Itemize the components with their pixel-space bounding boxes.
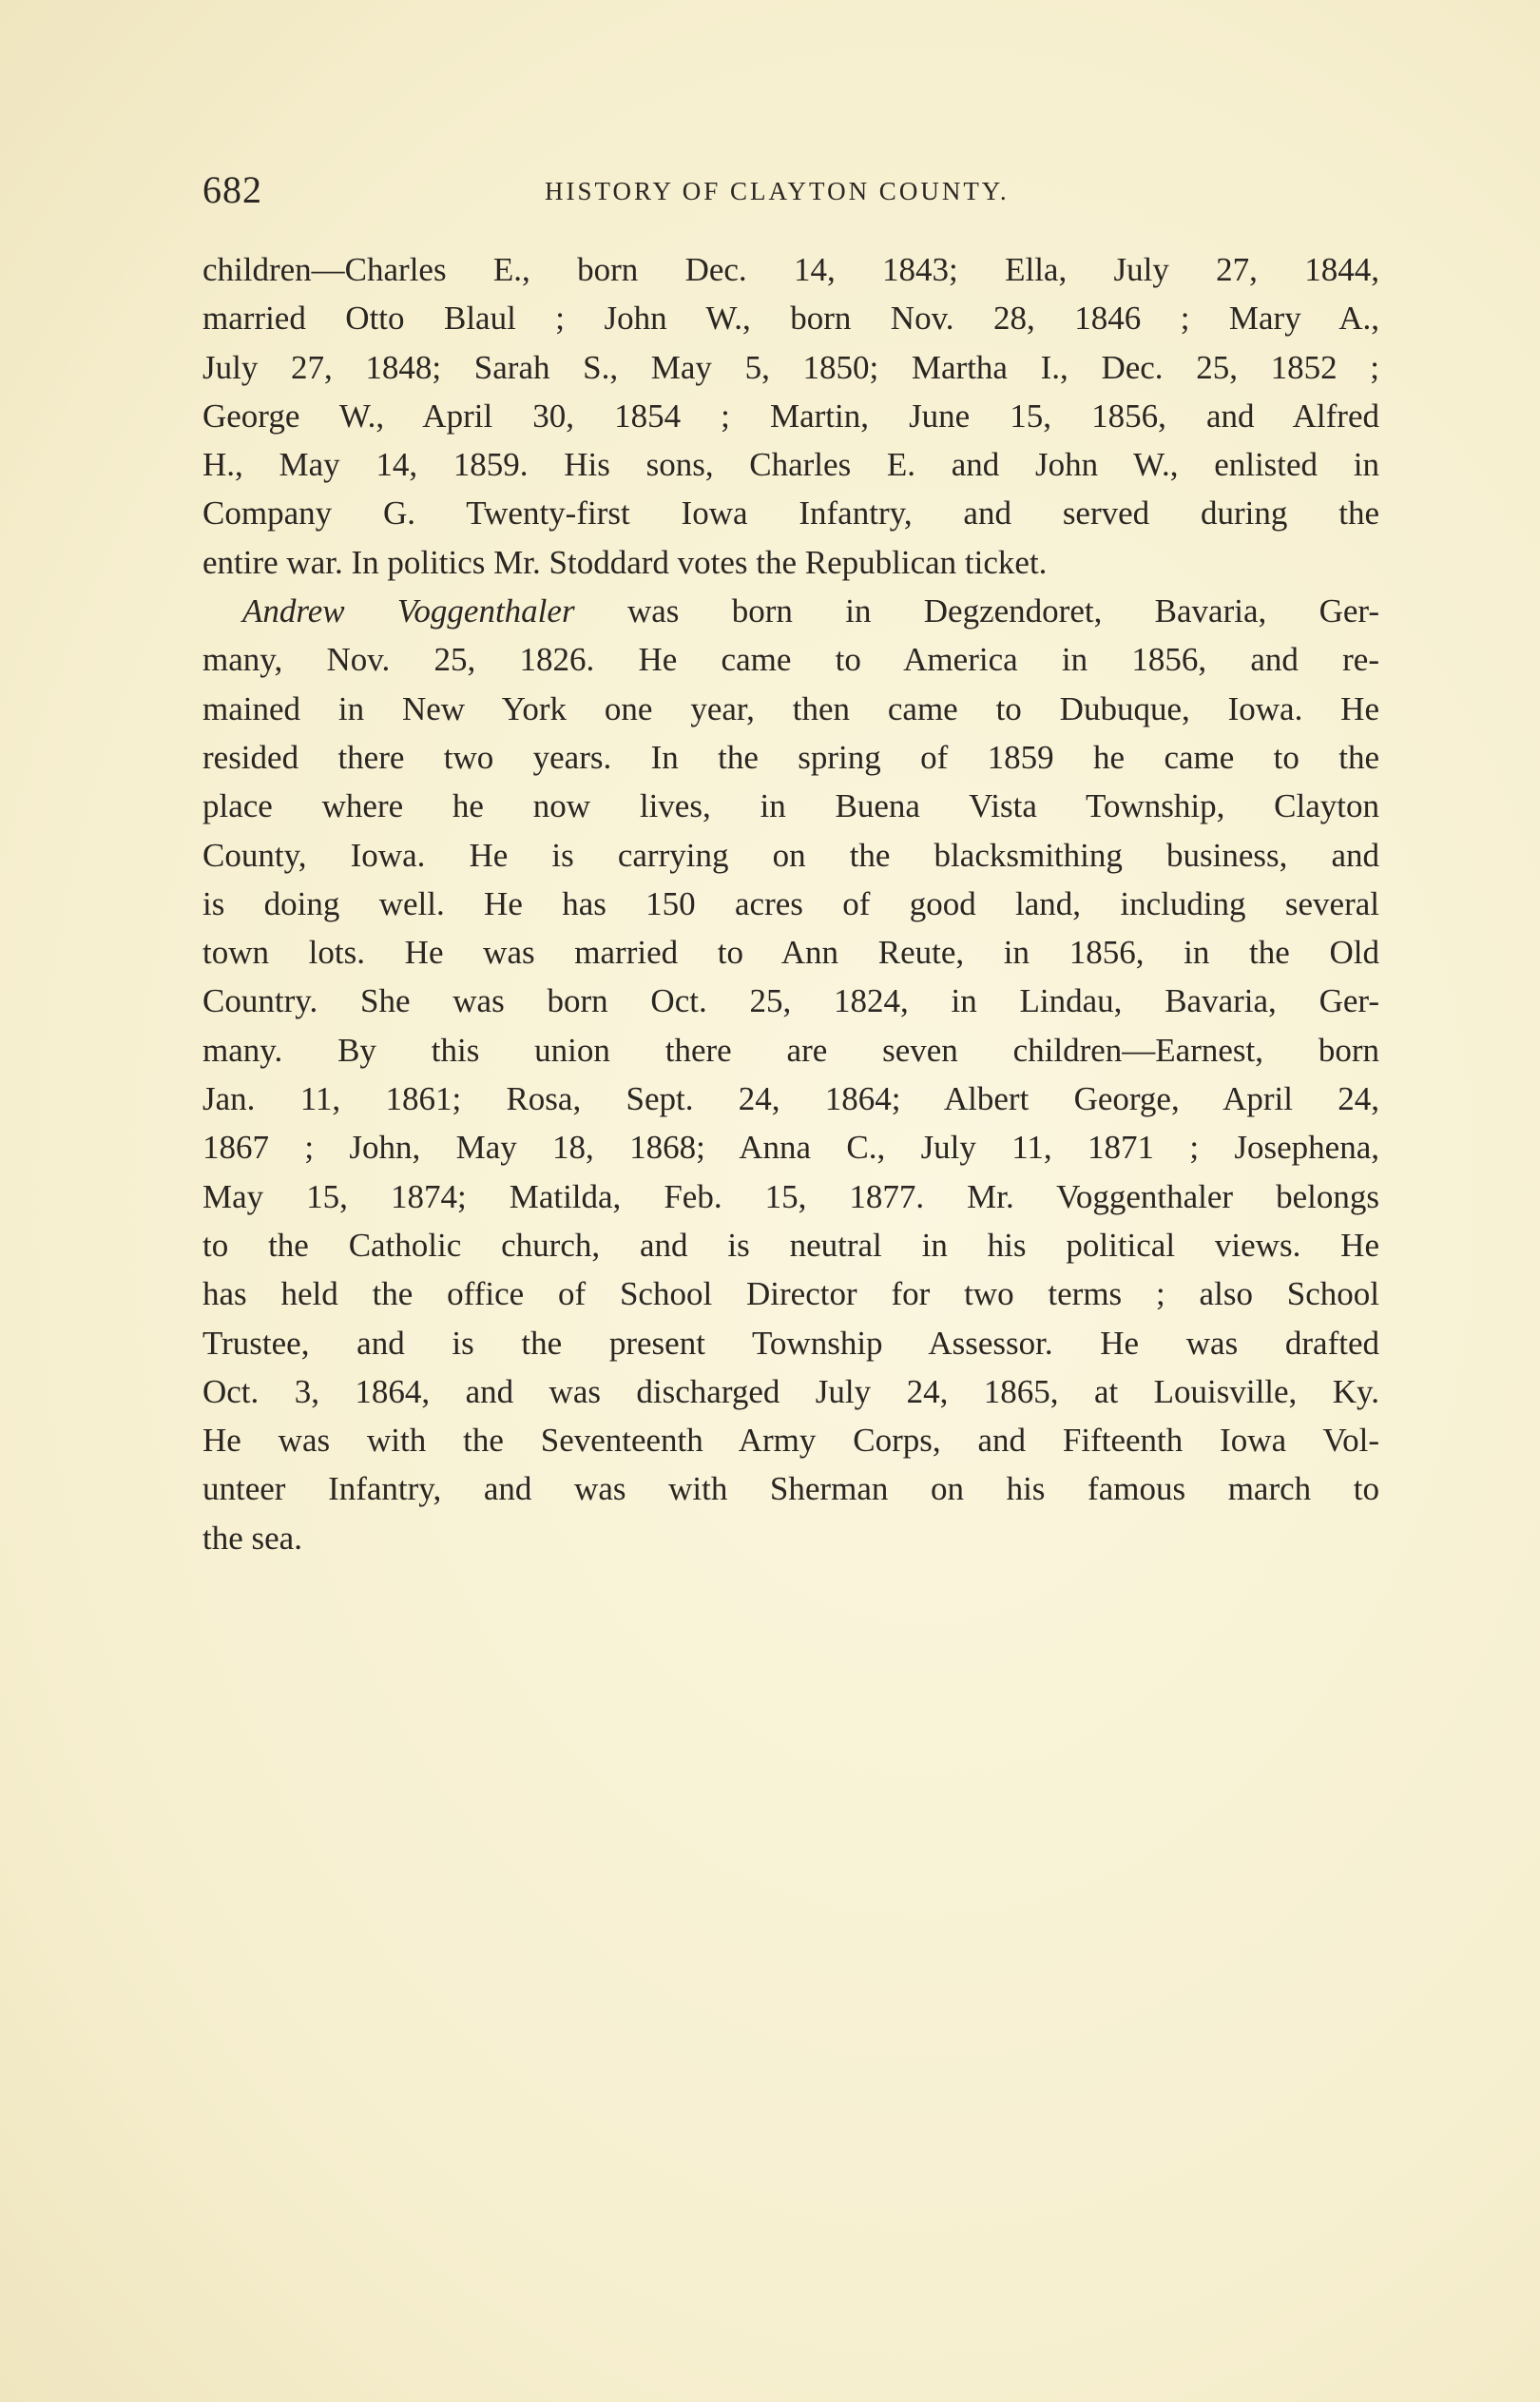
text-line: children—Charles E., born Dec. 14, 1843; Ella, July 27, 1844, xyxy=(202,251,1379,288)
text-line: May 15, 1874; Matilda, Feb. 15, 1877. Mr. Voggenthaler belongs xyxy=(202,1177,1379,1215)
running-head xyxy=(202,167,1400,215)
text-line: married Otto Blaul ; John W., born Nov. 28, 1846 ; Mary A., xyxy=(202,300,1379,338)
text-line: is doing well. He has 150 acres of good land, including several xyxy=(202,884,1379,922)
text-line: to the Catholic church, and is neutral in his political views. He xyxy=(202,1226,1379,1264)
biography-subject-name: Andrew Voggenthaler xyxy=(242,592,575,630)
text-line: July 27, 1848; Sarah S., May 5, 1850; Martha I., Dec. 25, 1852 ; xyxy=(202,348,1379,386)
text-line: the sea. xyxy=(202,1519,302,1557)
text-line: Country. She was born Oct. 25, 1824, in Lindau, Bavaria, Ger- xyxy=(202,982,1379,1020)
text-line: Oct. 3, 1864, and was discharged July 24, 1865, at Louisville, Ky. xyxy=(202,1372,1379,1410)
text-line: town lots. He was married to Ann Reute, in 1856, in the Old xyxy=(202,934,1379,972)
text-line: has held the office of School Director for two terms ; also School xyxy=(202,1275,1379,1313)
running-title: HISTORY OF CLAYTON COUNTY. xyxy=(545,177,1010,205)
body-text xyxy=(202,245,1379,1562)
page-number: 682 xyxy=(202,168,262,211)
text-line: Trustee, and is the present Township Assessor. He was drafted xyxy=(202,1324,1379,1362)
text-line: resided there two years. In the spring of 1859 he came to the xyxy=(202,738,1379,776)
text-line: He was with the Seventeenth Army Corps, and Fifteenth Iowa Vol- xyxy=(202,1422,1379,1460)
text-line: many. By this union there are seven children—Earnest, born xyxy=(202,1031,1379,1069)
text-line: County, Iowa. He is carrying on the blacksmithing business, and xyxy=(202,836,1379,874)
text-line: George W., April 30, 1854 ; Martin, June 15, 1856, and Alfred xyxy=(202,397,1379,435)
text-line: 1867 ; John, May 18, 1868; Anna C., July 11, 1871 ; Josephena, xyxy=(202,1129,1379,1167)
text-line: Company G. Twenty-first Iowa Infantry, and served during the xyxy=(202,494,1379,533)
text-line: Jan. 11, 1861; Rosa, Sept. 24, 1864; Albert George, April 24, xyxy=(202,1080,1379,1118)
text-span: was born in Degzendoret, Bavaria, Ger- xyxy=(626,592,1380,630)
paragraph-first-line xyxy=(202,587,1379,635)
text-line: mained in New York one year, then came to Dubuque, Iowa. He xyxy=(202,689,1379,727)
text-line: place where he now lives, in Buena Vista Township, Clayton xyxy=(202,787,1379,825)
text-line: entire war. In politics Mr. Stoddard votes the Republican ticket. xyxy=(202,543,1048,581)
text-line: H., May 14, 1859. His sons, Charles E. and John W., enlisted in xyxy=(202,446,1379,484)
text-line: many, Nov. 25, 1826. He came to America in 1856, and re- xyxy=(202,641,1379,679)
text-line: unteer Infantry, and was with Sherman on his famous march to xyxy=(202,1470,1379,1508)
